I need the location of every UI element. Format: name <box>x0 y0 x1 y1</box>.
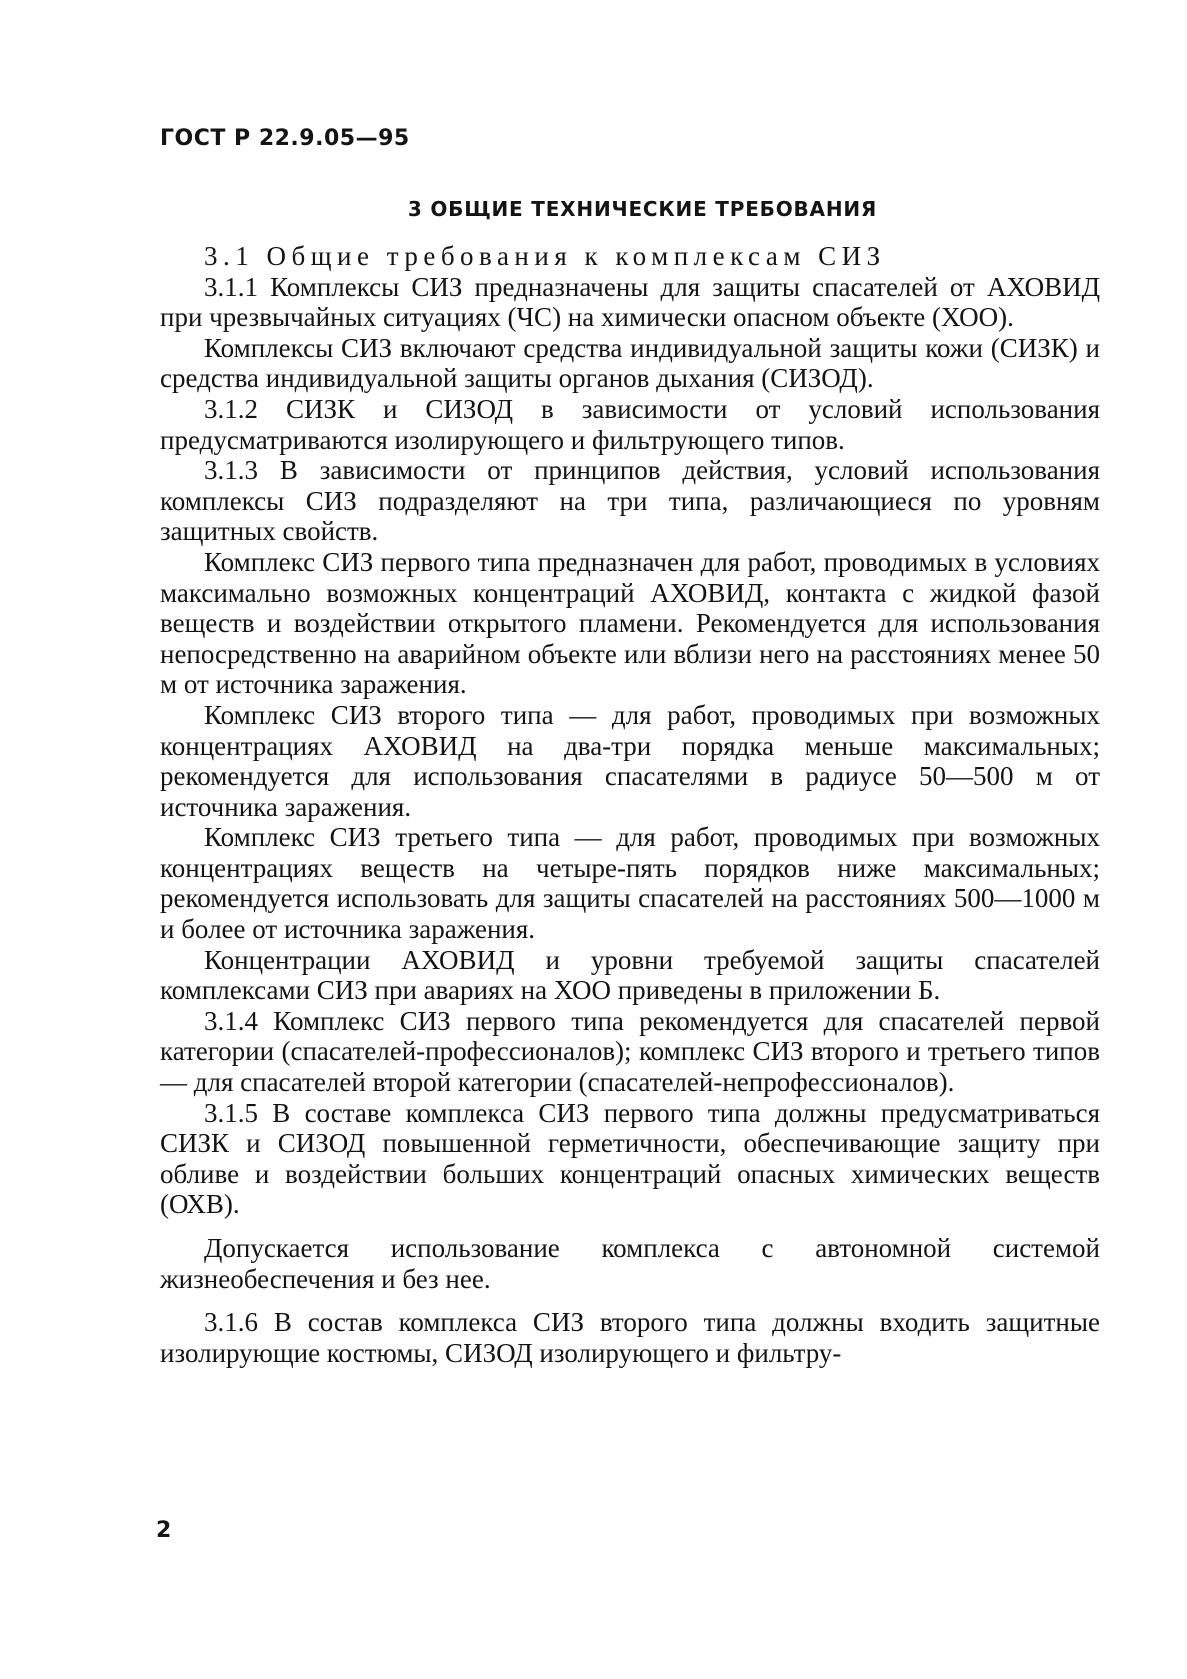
paragraph: Комплексы СИЗ включают средства индивидуальной защиты кожи (СИЗК) и средства индивидуальной защиты органов дыхания (СИЗОД). <box>160 332 1100 394</box>
paragraph: Комплекс СИЗ третьего типа — для работ, проводимых при возможных концентрациях веществ на четыре-пять порядков ниже максимальных; рекомендуется использовать для защиты спасателей на расстояниях 500—1000 м и более от источника заражения. <box>160 822 1100 945</box>
paragraph: 3.1.5 В составе комплекса СИЗ первого типа должны предусматриваться СИЗК и СИЗОД повышенной герметичности, обеспечивающие защиту при обливе и воздействии больших концентраций опасных химических веществ (ОХВ). <box>160 1097 1100 1220</box>
paragraph: 3.1.1 Комплексы СИЗ предназначены для защиты спасателей от АХОВИД при чрезвычайных ситуациях (ЧС) на химически опасном объекте (ХОО). <box>160 271 1100 333</box>
section-title: 3 ОБЩИЕ ТЕХНИЧЕСКИЕ ТРЕБОВАНИЯ <box>407 197 878 221</box>
paragraph: Комплекс СИЗ второго типа — для работ, проводимых при возможных концентрациях АХОВИД на два-три порядка меньше максимальных; рекомендуется для использования спасателями в радиусе 50—500 м от источника заражения. <box>160 699 1100 822</box>
paragraph: Концентрации АХОВИД и уровни требуемой защиты спасателей комплексами СИЗ при авариях на ХОО приведены в приложении Б. <box>160 944 1100 1006</box>
page-number: 2 <box>156 1518 172 1543</box>
subsection-heading: 3.1 Общие требования к комплексам СИЗ <box>204 241 886 271</box>
paragraph: 3.1.2 СИЗК и СИЗОД в зависимости от условий использования предусматриваются изолирующего и фильтрующего типов. <box>160 393 1100 455</box>
paragraph: 3.1.4 Комплекс СИЗ первого типа рекомендуется для спасателей первой категории (спасателей-профессионалов); комплекс СИЗ второго и третьего типов — для спасателей второй категории (спасателей-непрофессионалов). <box>160 1005 1100 1098</box>
paragraph: 3.1.6 В состав комплекса СИЗ второго типа должны входить защитные изолирующие костюмы, СИЗОД изолирующего и фильтру- <box>160 1307 1100 1368</box>
paragraph: 3.1.3 В зависимости от принципов действия, условий использования комплексы СИЗ подразделяют на три типа, различающиеся по уровням защитных свойств. <box>160 455 1100 547</box>
document-body <box>160 241 1100 1368</box>
paragraph: Комплекс СИЗ первого типа предназначен для работ, проводимых в условиях максимально возможных концентраций АХОВИД, контакта с жидкой фазой веществ и воздействии открытого пламени. Рекомендуется для использования непосредственно на аварийном объекте или вблизи него на расстояниях менее 50 м от источника заражения. <box>160 546 1100 700</box>
paragraph: Допускается использование комплекса с автономной системой жизнеобеспечения и без нее. <box>160 1233 1100 1294</box>
document-code: ГОСТ Р 22.9.05—95 <box>160 126 410 151</box>
